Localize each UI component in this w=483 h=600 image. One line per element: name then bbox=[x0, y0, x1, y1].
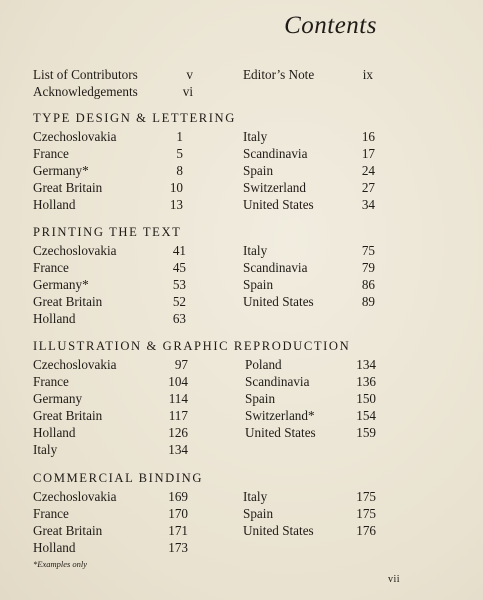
entry-name: Spain bbox=[245, 391, 276, 406]
entry-name: Switzerland* bbox=[245, 408, 315, 423]
section-heading: COMMERCIAL BINDING bbox=[33, 471, 204, 485]
entry-name: United States bbox=[245, 425, 316, 440]
section-printing-text bbox=[33, 222, 453, 327]
entry-page: 13 bbox=[169, 197, 183, 212]
entry-page: 27 bbox=[361, 180, 375, 195]
entry-page: 104 bbox=[168, 374, 188, 389]
entry-name: Holland bbox=[33, 540, 76, 555]
toc-row bbox=[33, 373, 453, 390]
entry-page: 159 bbox=[356, 425, 376, 440]
entry-page: 17 bbox=[361, 146, 375, 161]
toc-row bbox=[33, 179, 453, 196]
page-title: Contents bbox=[284, 12, 377, 39]
entry-name: Poland bbox=[245, 357, 282, 372]
section-heading: TYPE DESIGN & LETTERING bbox=[33, 111, 236, 125]
entry-page: 176 bbox=[356, 523, 376, 538]
entry-name: Germany* bbox=[33, 163, 89, 178]
entry-name: Editor’s Note bbox=[243, 67, 315, 82]
toc-row bbox=[33, 196, 453, 213]
entry-name: Scandinavia bbox=[245, 374, 310, 389]
entry-page: ix bbox=[362, 67, 373, 82]
entry-page: 53 bbox=[172, 277, 186, 292]
entry-name: Italy bbox=[33, 442, 58, 457]
toc-row bbox=[33, 128, 453, 145]
toc-row bbox=[33, 441, 453, 458]
section-commercial-binding bbox=[33, 468, 453, 556]
entry-name: Italy bbox=[243, 489, 268, 504]
entry-name: Czechoslovakia bbox=[33, 243, 117, 258]
toc-row bbox=[33, 390, 453, 407]
entry-name: Switzerland bbox=[243, 180, 306, 195]
entry-page: 170 bbox=[168, 506, 188, 521]
section-heading: ILLUSTRATION & GRAPHIC REPRODUCTION bbox=[33, 339, 351, 353]
entry-page: 89 bbox=[361, 294, 375, 309]
entry-name: United States bbox=[243, 523, 314, 538]
toc-row bbox=[33, 407, 453, 424]
entry-name: Scandinavia bbox=[243, 260, 308, 275]
entry-name: Holland bbox=[33, 311, 76, 326]
entry-page: 8 bbox=[176, 163, 183, 178]
entry-page: 1 bbox=[176, 129, 183, 144]
entry-page: 16 bbox=[361, 129, 375, 144]
entry-page: 75 bbox=[361, 243, 375, 258]
entry-name: List of Contributors bbox=[33, 67, 138, 82]
entry-page: 79 bbox=[361, 260, 375, 275]
toc-row bbox=[33, 83, 443, 100]
entry-page: 86 bbox=[361, 277, 375, 292]
entry-page: 173 bbox=[168, 540, 188, 555]
entry-name: Spain bbox=[243, 163, 274, 178]
toc-row bbox=[33, 276, 453, 293]
entry-page: 114 bbox=[168, 391, 188, 406]
section-illustration bbox=[33, 336, 453, 458]
entry-page: 34 bbox=[361, 197, 375, 212]
toc-row bbox=[33, 242, 453, 259]
entry-name: Italy bbox=[243, 243, 268, 258]
entry-page: 45 bbox=[172, 260, 186, 275]
entry-name: Germany* bbox=[33, 277, 89, 292]
entry-page: 97 bbox=[174, 357, 188, 372]
entry-page: 10 bbox=[169, 180, 183, 195]
entry-name: Great Britain bbox=[33, 180, 103, 195]
entry-page: 171 bbox=[168, 523, 188, 538]
toc-row bbox=[33, 505, 453, 522]
entry-name: France bbox=[33, 374, 69, 389]
entry-name: Czechoslovakia bbox=[33, 129, 117, 144]
entry-name: Czechoslovakia bbox=[33, 357, 117, 372]
entry-page: 126 bbox=[168, 425, 188, 440]
toc-row bbox=[33, 162, 453, 179]
toc-row bbox=[33, 488, 453, 505]
prelims-list bbox=[33, 66, 443, 100]
entry-page: vi bbox=[182, 84, 193, 99]
entry-page: 150 bbox=[356, 391, 376, 406]
entry-page: 24 bbox=[361, 163, 375, 178]
entry-page: 63 bbox=[172, 311, 186, 326]
toc-row bbox=[33, 66, 443, 83]
entry-name: Holland bbox=[33, 197, 76, 212]
page-number: vii bbox=[388, 574, 401, 585]
footnote: *Examples only bbox=[33, 559, 88, 569]
entry-name: Great Britain bbox=[33, 523, 103, 538]
toc-row bbox=[33, 310, 453, 327]
entry-page: 52 bbox=[172, 294, 186, 309]
toc-row bbox=[33, 522, 453, 539]
entry-page: 136 bbox=[356, 374, 376, 389]
entry-page: 134 bbox=[356, 357, 376, 372]
toc-row bbox=[33, 356, 453, 373]
entry-name: Germany bbox=[33, 391, 83, 406]
entry-page: 5 bbox=[176, 146, 183, 161]
entry-name: Spain bbox=[243, 506, 274, 521]
entry-name: Scandinavia bbox=[243, 146, 308, 161]
entry-page: v bbox=[186, 67, 193, 82]
entry-name: Czechoslovakia bbox=[33, 489, 117, 504]
entry-name: United States bbox=[243, 197, 314, 212]
entry-name: Italy bbox=[243, 129, 268, 144]
toc-row bbox=[33, 424, 453, 441]
entry-name: Great Britain bbox=[33, 408, 103, 423]
entry-page: 117 bbox=[168, 408, 188, 423]
entry-page: 169 bbox=[168, 489, 188, 504]
entry-name: France bbox=[33, 506, 69, 521]
entry-name: Acknowledgements bbox=[33, 84, 138, 99]
entry-name: Great Britain bbox=[33, 294, 103, 309]
toc-row bbox=[33, 145, 453, 162]
entry-page: 175 bbox=[356, 506, 376, 521]
section-type-design bbox=[33, 108, 453, 213]
entry-name: France bbox=[33, 146, 69, 161]
entry-page: 41 bbox=[172, 243, 186, 258]
entry-name: Spain bbox=[243, 277, 274, 292]
toc-row bbox=[33, 293, 453, 310]
entry-page: 175 bbox=[356, 489, 376, 504]
entry-page: 154 bbox=[356, 408, 376, 423]
toc-row bbox=[33, 539, 453, 556]
entry-name: France bbox=[33, 260, 69, 275]
section-heading: PRINTING THE TEXT bbox=[33, 225, 182, 239]
entry-name: Holland bbox=[33, 425, 76, 440]
entry-page: 134 bbox=[168, 442, 188, 457]
toc-row bbox=[33, 259, 453, 276]
entry-name: United States bbox=[243, 294, 314, 309]
